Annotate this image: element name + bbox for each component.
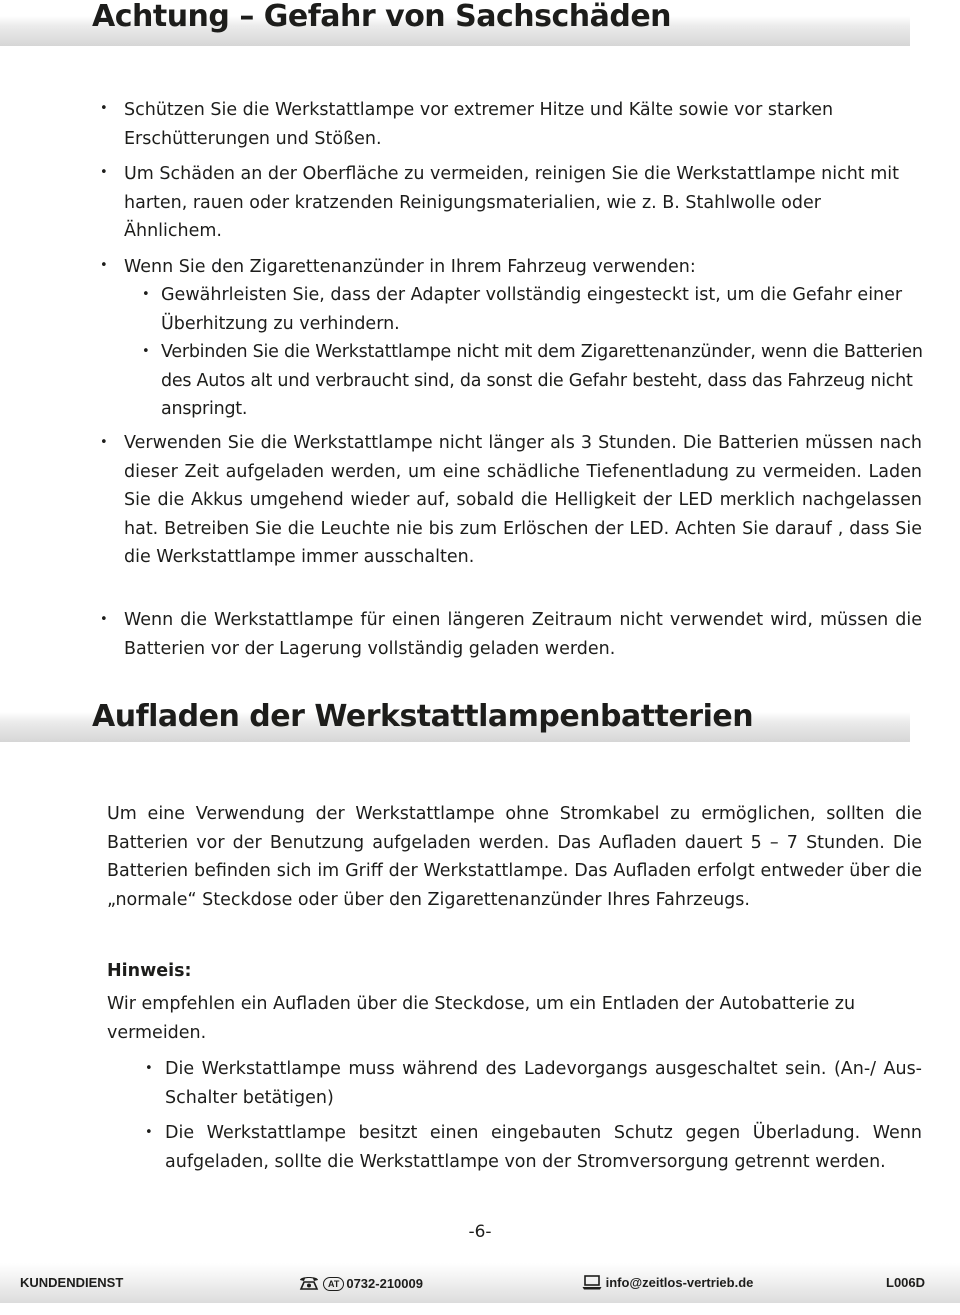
section-title: Aufladen der Werkstattlampenbatterien [92,699,754,734]
list-item: Die Werkstattlampe muss während des Ladevorgangs ausgeschaltet sein. (An-/ Aus-Schalter betätigen) [165,1059,922,1108]
list-item: Wenn Sie den Zigarettenanzünder in Ihrem Fahrzeug verwenden: [124,257,696,277]
sub-list-item: Gewährleisten Sie, dass der Adapter vollständig eingesteckt ist, um die Gefahr einer Überhitzung zu verhindern. [161,285,903,334]
bullet-dot: • [100,101,108,116]
list-item: Schützen Sie die Werkstattlampe vor extremer Hitze und Kälte sowie vor starken Erschütterungen und Stößen. [124,100,834,149]
intro-paragraph: Um eine Verwendung der Werkstattlampe ohne Stromkabel zu ermöglichen, sollten die Batterien vor der Benutzung aufgeladen werden. Das Aufladen dauert 5 – 7 Stunden. Die Batterien befinden sich im Griff der Werkstattlampe. Das Aufladen erfolgt entweder über die „normale“ Steckdose oder über den Zigarettenanzünder Ihres Fahrzeugs. [107,804,922,910]
footer-bar [0,1263,960,1303]
bullet-dot: • [100,612,108,627]
bullet-dot: • [100,165,108,180]
bullet-dot: • [145,1125,153,1140]
list-item: Die Werkstattlampe besitzt einen eingebauten Schutz gegen Überladung. Wenn aufgeladen, sollte die Werkstattlampe von der Stromversorgung getrennt werden. [165,1123,922,1172]
laptop-icon [582,1275,602,1290]
sub-list-item: Verbinden Sie die Werkstattlampe nicht mit dem Zigarettenanzünder, wenn die Batterien des Autos alt und verbraucht sind, da sonst die Gefahr besteht, dass das Fahrzeug nicht anspringt. [161,342,923,419]
sub-bullet-dot: • [142,344,150,359]
bullet-dot: • [100,435,108,450]
section-heading-bar [0,0,910,46]
service-label: KUNDENDIENST [20,1275,124,1290]
hinweis-paragraph: Wir empfehlen ein Aufladen über die Steckdose, um ein Entladen der Autobatterie zu vermeiden. [107,994,856,1043]
list-item: Um Schäden an der Oberfläche zu vermeiden, reinigen Sie die Werkstattlampe nicht mit harten, rauen oder kratzenden Reinigungsmaterialien, wie z. B. Stahlwolle oder Ähnlichem. [124,164,900,241]
country-badge: AT [323,1277,344,1291]
phone-icon [298,1275,320,1291]
hinweis-label: Hinweis: [107,961,192,981]
page-number: -6- [468,1222,492,1242]
email-address[interactable]: info@zeitlos-vertrieb.de [605,1275,754,1290]
phone-number[interactable]: 0732-210009 [346,1276,423,1291]
list-item: Verwenden Sie die Werkstattlampe nicht länger als 3 Stunden. Die Batterien müssen nach dieser Zeit aufgeladen werden, um eine schädliche Tiefenentladung zu vermeiden. Laden Sie die Akkus umgehend wieder auf, sobald die Helligkeit der LED merklich nachgelassen hat. Betreiben Sie die Leuchte nie bis zum Erlöschen der LED. Achten Sie darauf , dass Sie die Werkstattlampe immer ausschalten. [124,433,922,567]
phone-contact [298,1275,423,1291]
section-heading-bar [0,696,910,742]
bullet-dot: • [100,258,108,273]
list-item: Wenn die Werkstattlampe für einen längeren Zeitraum nicht verwendet wird, müssen die Batterien vor der Lagerung vollständig geladen werden. [124,610,922,659]
email-contact [582,1275,753,1290]
product-code: L006D [886,1275,926,1290]
bullet-dot: • [145,1061,153,1076]
sub-bullet-dot: • [142,287,150,302]
section-title: Achtung – Gefahr von Sachschäden [92,0,672,34]
